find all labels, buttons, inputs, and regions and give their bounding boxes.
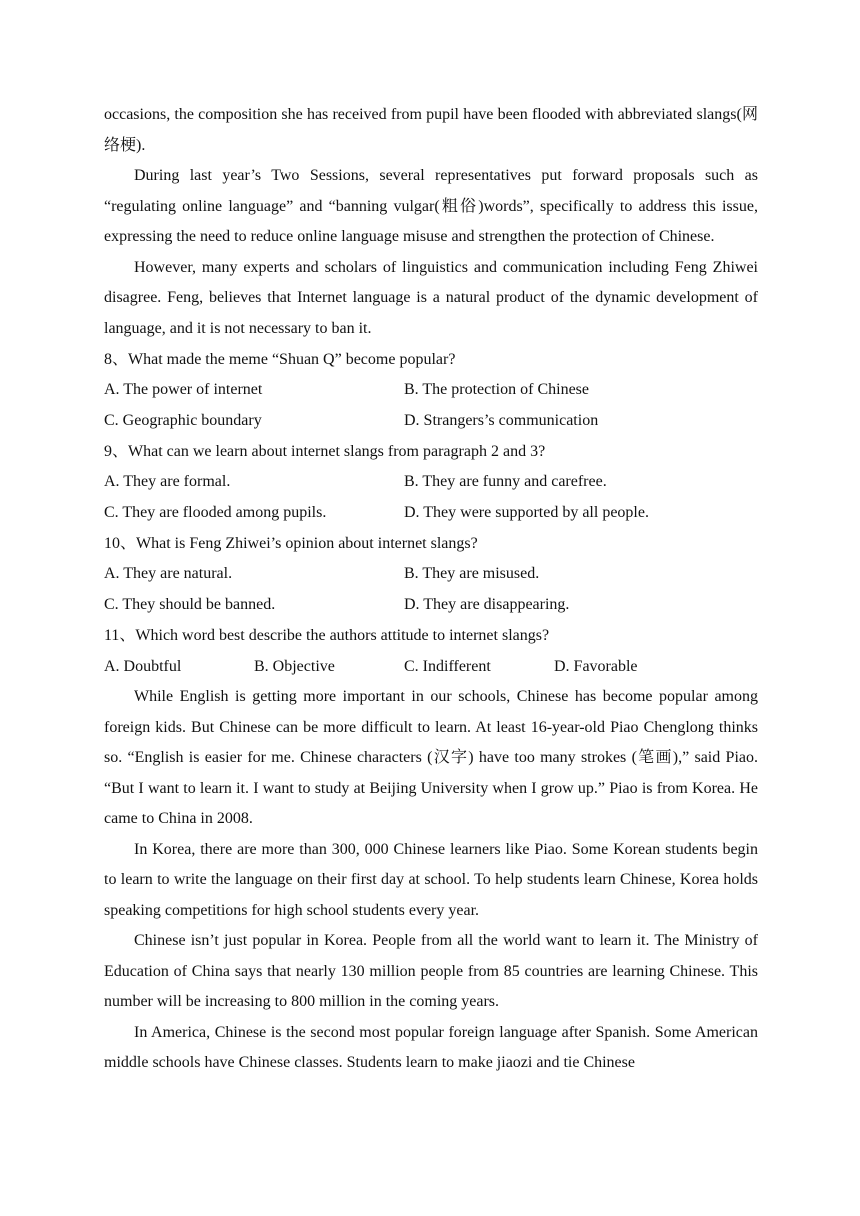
option-d: D. They are disappearing. xyxy=(404,595,570,613)
option-b: B. They are funny and carefree. xyxy=(404,473,607,490)
passage1-paragraph-1: occasions, the composition she has received from pupil have been flooded with abbreviated slangs(网络梗). xyxy=(104,106,758,154)
answer-options xyxy=(104,375,758,436)
option-b: B. They are misused. xyxy=(404,565,540,582)
option-b: B. Objective xyxy=(254,658,335,675)
option-b: B. The protection of Chinese xyxy=(404,381,589,398)
passage2-paragraph-1: While English is getting more important in our schools, Chinese has become popular among foreign kids. But Chinese can be more difficult to learn. At least 16-year-old Piao Chenglong thinks so. “English is easier for me. Chinese characters (汉字) have too many strokes (笔画),” said Piao. “But I want to learn it. I want to study at Beijing University when I grow up.” Piao is from Korea. He came to China in 2008. xyxy=(104,688,758,827)
option-a: A. They are formal. xyxy=(104,473,231,490)
question-stem: 11、Which word best describe the authors attitude to internet slangs? xyxy=(104,627,550,644)
question-stem: 9、What can we learn about internet slangs from paragraph 2 and 3? xyxy=(104,443,546,460)
option-a: A. Doubtful xyxy=(104,658,182,675)
option-a: A. The power of internet xyxy=(104,381,263,398)
option-c: C. They should be banned. xyxy=(104,595,276,613)
passage2-paragraph-3: Chinese isn’t just popular in Korea. People from all the world want to learn it. The Ministry of Education of China says that nearly 130 million people from 85 countries are learning Chinese. This number will be increasing to 800 million in the coming years. xyxy=(104,932,758,1010)
passage2-paragraph-4: In America, Chinese is the second most popular foreign language after Spanish. Some American middle schools have Chinese classes. Students learn to make jiaozi and tie Chinese xyxy=(104,1023,758,1071)
question-stem: 8、What made the meme “Shuan Q” become popular? xyxy=(104,351,456,368)
question-9 xyxy=(104,436,758,528)
option-c: C. Indifferent xyxy=(404,658,491,675)
answer-options xyxy=(104,559,758,620)
passage1-paragraph-3: However, many experts and scholars of linguistics and communication including Feng Zhiwei disagree. Feng, believes that Internet language is a natural product of the dynamic development of language, and it is not necessary to ban it. xyxy=(104,258,758,337)
question-10 xyxy=(104,528,758,620)
option-c: C. Geographic boundary xyxy=(104,411,262,429)
answer-options xyxy=(104,467,758,528)
question-stem: 10、What is Feng Zhiwei’s opinion about internet slangs? xyxy=(104,535,478,552)
passage2-paragraph-2: In Korea, there are more than 300, 000 Chinese learners like Piao. Some Korean students begin to learn to write the language on their first day at school. To help students learn Chinese, Korea holds speaking competitions for high school students every year. xyxy=(104,840,758,919)
document-page xyxy=(104,100,758,1079)
question-11 xyxy=(104,620,758,682)
question-8 xyxy=(104,344,758,436)
option-d: D. Strangers’s communication xyxy=(404,411,599,429)
option-a: A. They are natural. xyxy=(104,565,233,582)
option-d: D. Favorable xyxy=(554,658,638,675)
passage1-paragraph-2: During last year’s Two Sessions, several representatives put forward proposals such as “regulating online language” and “banning vulgar(粗俗)words”, specifically to address this issue, expressing the need to reduce online language misuse and strengthen the protection of Chinese. xyxy=(104,167,758,245)
option-d: D. They were supported by all people. xyxy=(404,503,649,521)
answer-options xyxy=(104,651,758,682)
option-c: C. They are flooded among pupils. xyxy=(104,503,327,521)
